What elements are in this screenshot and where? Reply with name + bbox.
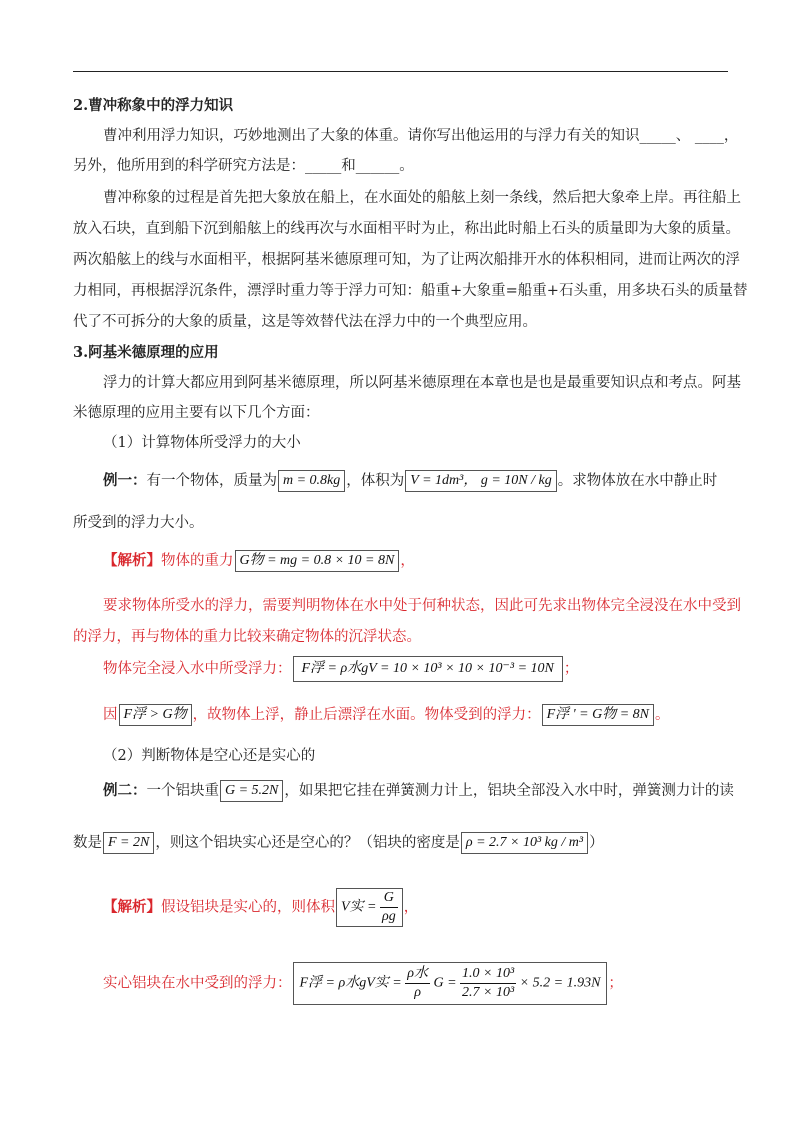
formula-mass: m = 0.8kg xyxy=(278,470,345,492)
text: 因 xyxy=(103,707,118,723)
fraction xyxy=(460,965,516,1002)
formula-buoyancy-solid xyxy=(293,962,608,1005)
text: 。 xyxy=(655,707,670,723)
denominator: ρ xyxy=(414,985,421,1000)
text: 实心铝块在水中受到的浮力： xyxy=(103,975,292,992)
solution-label: 【解析】 xyxy=(103,898,161,916)
subsection-1: （1）计算物体所受浮力的大小 xyxy=(103,435,301,451)
text: ，如果把它挂在弹簧测力计上，铝块全部没入水中时，弹簧测力计的读 xyxy=(284,783,734,799)
formula-float: F浮 ' = G物 = 8N xyxy=(542,704,654,726)
numerator: G xyxy=(380,889,398,908)
formula-weight: G物 = mg = 0.8 × 10 = 8N xyxy=(235,550,400,572)
solution-line: 要求物体所受水的浮力，需要判明物体在水中处于何种状态，因此可先求出物体完全浸没在水中受到 xyxy=(103,598,741,614)
paragraph-line: 放入石块，直到船下沉到船舷上的线再次与水面相平时为止，称出此时船上石头的质量即为大象的质量。 xyxy=(73,221,740,237)
header-rule xyxy=(73,71,728,72)
denominator: ρg xyxy=(382,909,396,924)
formula-buoyancy: F浮 = ρ水gV = 10 × 10³ × 10 × 10⁻³ = 10N xyxy=(293,656,563,682)
paragraph-line: 另外，他所用到的科学研究方法是：_____和______。 xyxy=(73,158,414,174)
solution-label: 【解析】 xyxy=(103,552,161,569)
text: 数是 xyxy=(73,835,102,851)
text: 假设铝块是实心的，则体积 xyxy=(161,899,335,916)
text: × 5.2 = 1.93N xyxy=(519,975,601,991)
example-1-line xyxy=(103,470,763,492)
text: G = xyxy=(433,975,457,991)
solution-2-line xyxy=(103,962,763,1005)
paragraph-line: 力相同，再根据浮沉条件，漂浮时重力等于浮力可知：船重+大象重=船重+石头重，用多块石头的质量替 xyxy=(73,283,748,299)
text: 有一个物体，质量为 xyxy=(146,473,277,489)
denominator: 2.7 × 10³ xyxy=(462,985,515,1000)
text: ， xyxy=(403,899,419,916)
example-2-line xyxy=(73,832,733,854)
paragraph-line: 米德原理的应用主要有以下几个方面： xyxy=(73,405,320,421)
paragraph-line: 曹冲利用浮力知识，巧妙地测出了大象的体重。请你写出他运用的与浮力有关的知识_____、 ____， xyxy=(103,128,739,144)
paragraph-line: 两次船舷上的线与水面相平，根据阿基米德原理可知，为了让两次船排开水的体积相同，进而让两次的浮 xyxy=(73,252,740,268)
subsection-2: （2）判断物体是空心还是实心的 xyxy=(103,748,316,764)
formula-volume-solid xyxy=(336,888,403,927)
solution-line xyxy=(103,704,763,726)
fraction xyxy=(380,889,398,926)
formula-density: ρ = 2.7 × 10³ kg / m³ xyxy=(461,832,588,854)
text: ） xyxy=(589,835,604,851)
solution-1-line xyxy=(103,550,763,572)
text: ，故物体上浮，静止后漂浮在水面。物体受到的浮力： xyxy=(192,707,541,723)
text: 。求物体放在水中静止时 xyxy=(557,473,718,489)
text: F浮 = ρ水gV实 = xyxy=(299,975,402,991)
example-label: 例二： xyxy=(103,782,147,799)
text: ，则这个铝块实心还是空心的？（铝块的密度是 xyxy=(155,835,460,851)
solution-line: 的浮力，再与物体的重力比较来确定物体的沉浮状态。 xyxy=(73,629,421,645)
text: 一个铝块重 xyxy=(146,783,219,799)
solution-line xyxy=(103,656,763,682)
formula-weight-g: G = 5.2N xyxy=(220,780,283,802)
text: 物体完全浸入水中所受浮力： xyxy=(103,661,292,677)
section-heading-3: 3.阿基米德原理的应用 xyxy=(73,344,219,361)
text: V实 = xyxy=(341,899,377,915)
formula-compare: F浮 > G物 xyxy=(119,704,192,726)
paragraph-line: 代了不可拆分的大象的质量，这是等效替代法在浮力中的一个典型应用。 xyxy=(73,314,537,330)
paragraph-line: 浮力的计算大都应用到阿基米德原理，所以阿基米德原理在本章也是也是最重要知识点和考点。阿基 xyxy=(103,375,741,391)
solution-2-line xyxy=(103,888,763,927)
text: ； xyxy=(608,975,623,992)
formula-force: F = 2N xyxy=(103,832,154,854)
text: 物体的重力 xyxy=(161,553,234,569)
section-heading-2: 2.曹冲称象中的浮力知识 xyxy=(73,97,234,114)
formula-volume: V = 1dm³， g = 10N / kg xyxy=(405,470,556,492)
text: ； xyxy=(563,661,579,677)
fraction xyxy=(405,965,430,1002)
numerator: ρ水 xyxy=(405,965,430,984)
text: ， xyxy=(400,553,415,569)
paragraph-line: 所受到的浮力大小。 xyxy=(73,515,204,531)
numerator: 1.0 × 10³ xyxy=(460,965,516,984)
paragraph-line: 曹冲称象的过程是首先把大象放在船上，在水面处的船舷上刻一条线，然后把大象牵上岸。再往船上 xyxy=(103,190,741,206)
text: ，体积为 xyxy=(346,473,405,489)
example-2-line xyxy=(103,780,763,802)
example-label: 例一： xyxy=(103,472,147,489)
